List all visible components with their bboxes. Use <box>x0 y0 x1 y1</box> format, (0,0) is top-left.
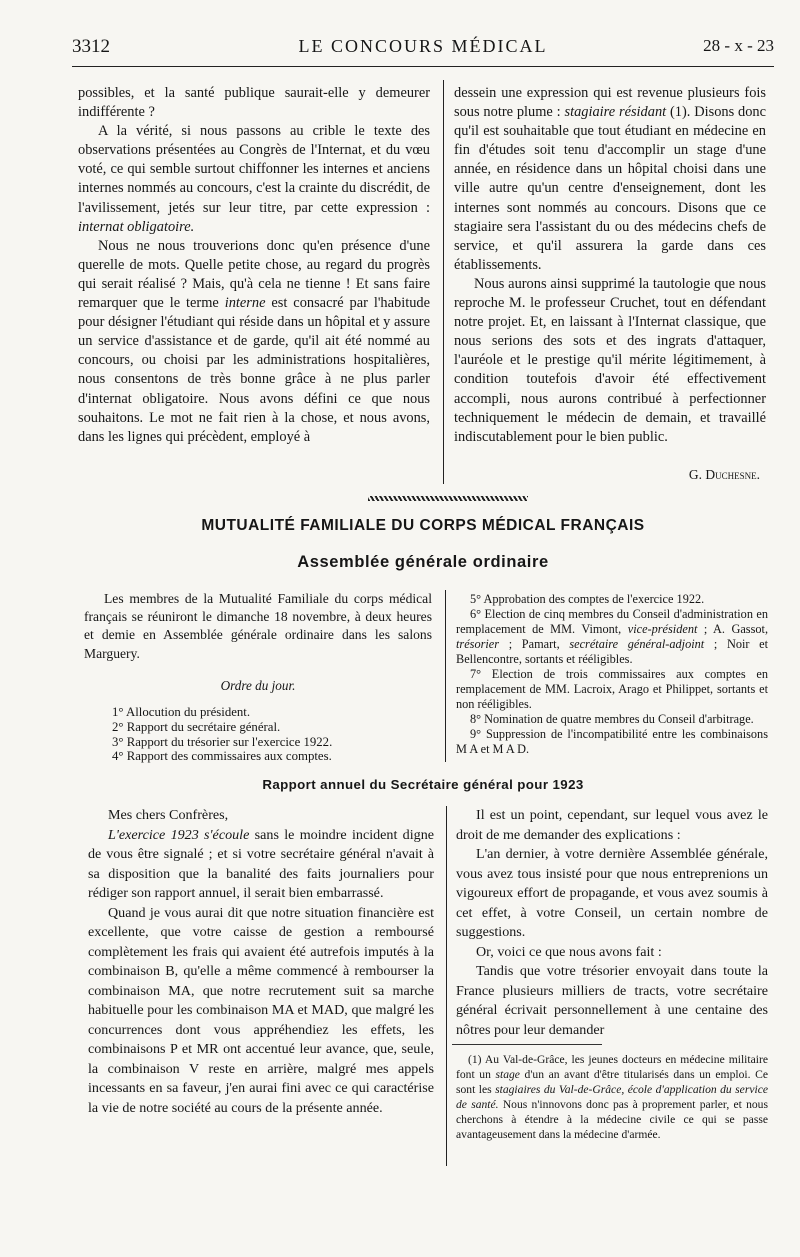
paragraph: possibles, et la santé publique saurait-elle y demeurer indifférente ? <box>78 85 430 121</box>
paragraph: Quand je vous aurai dit que notre situation financière est excellente, que votre caisse de gestion a remboursé complètement les frais qui avaient été autrefois imputés à la combinaison B, qu'elle a même commencé à rembourser la combinaison MA, que notre recrutement suit sa marche habituelle pour les combinaison MA et MAD, que malgré les concurrences dont vous appréhendiez les effets, les combinaisons P et MR ont accentué leur avance, que, seule, la combinaison V reste en arrière, malgré mes appels incessants en sa faveur, j'en aurai fini avec ce qui caractérise la vie de notre société au cours de la présente année. <box>88 904 434 1116</box>
section-subtitle: Assemblée générale ordinaire <box>297 553 549 571</box>
paragraph: Nous ne nous trouverions donc qu'en présence d'une querelle de mots. Quelle petite chose, au regard du progrès qui serait réalisé ? Mais, qu'à cela ne tienne ! Et sans faire remarquer que le terme interne est consacré par l'habitude pour désigner l'étudiant qui réside dans un hôpital et y assure un service d'assistance et de garde, qu'il ait été nommé au concours, ou choisi par les administrations hospitalières, nous consentons de très bonne grâce à ne plus parler d'internat obligatoire. Nous avons défini ce que nous souhaitons. Le mot ne fait rien à la chose, et nous avons, dans les lignes qui précèdent, employé à <box>78 237 430 445</box>
column-divider <box>446 806 447 1166</box>
agenda-item: 4° Rapport des commissaires aux comptes. <box>112 749 332 764</box>
author-signature: G. Duchesne. <box>688 466 760 482</box>
paragraph: A la vérité, si nous passons au crible le texte des observations présentées au Congrès de l'Internat, et du vœu voté, ce qui semble surtout chiffonner les internes et anciens internes nommés au concours, c'est la crainte du discrédit, de l'avilissement, jetés sur leur titre, par cette expression : internat obligatoire. <box>78 123 430 235</box>
page-number: 3312 <box>72 36 110 57</box>
agenda-list <box>84 705 432 764</box>
report-title: Rapport annuel du Secrétaire général pour 1923 <box>262 777 584 792</box>
agenda-heading: Ordre du jour. <box>220 677 296 693</box>
assembly-intro: Les membres de la Mutualité Familiale du corps médical français se réuniront le dimanche 18 novembre, à deux heures et demie en Assemblée générale ordinaire dans les salons Marguery. <box>84 591 432 661</box>
salutation: Mes chers Confrères, <box>108 807 229 823</box>
paragraph: dessein une expression qui est revenue plusieurs fois sous notre plume : stagiaire résidant (1). Disons donc qu'il est souhaitable que tout étudiant en médecine en fin d'études soit tenu d'accomplir un stage d'une année, en résidence dans un hôpital choisi dans une ville autre qu'un centre d'enseignement, dont les internes sont nommés au concours. Disons que ce stagiaire sera l'assistant du ou des médecins chefs de service, et qu'il assurera la garde dans ces établissements. <box>454 85 767 273</box>
paragraph: L'exercice 1923 s'écoule sans le moindre incident digne de vous être signalé ; et si votre secrétaire général n'avait à sa disposition que la banalité des faits journaliers pour rédiger son rapport annuel, il serait bien embarrassé. <box>88 826 434 901</box>
agenda-item: 3° Rapport du trésorier sur l'exercice 1922. <box>112 734 333 749</box>
agenda-item: 1° Allocution du président. <box>112 705 251 720</box>
header-rule <box>72 66 774 67</box>
page-header <box>72 30 774 60</box>
journal-title: LE CONCOURS MÉDICAL <box>298 36 548 56</box>
assembly-column-right <box>456 592 768 757</box>
report-column-left <box>88 806 434 1118</box>
paragraph: Il est un point, cependant, sur lequel vous avez le droit de me demander des explications : <box>456 807 768 843</box>
agenda-item: 9° Suppression de l'incompatibilité entre les combinaisons M A et M A D. <box>456 727 768 756</box>
agenda-item: 2° Rapport du secrétaire général. <box>112 719 281 734</box>
section-ornament <box>368 496 528 501</box>
paragraph: Nous aurons ainsi supprimé la tautologie que nous reproche M. le professeur Cruchet, tout en défendant notre projet. Et, en laissant à l'Internat classique, que nous serions des sots et des ingrats d'attaquer, l'auréole et le prestige qu'il mérite légitimement, à condition toutefois d'avoir été effectivement accompli, nous aurons contribué à perfectionner techniquement le médecin de demain, et travaillé indiscutablement pour le bien public. <box>454 275 766 445</box>
agenda-item: 7° Election de trois commissaires aux comptes en remplacement de MM. Lacroix, Arago et Philippet, sortants et non rééligibles. <box>456 667 768 711</box>
footnote-rule <box>452 1044 602 1045</box>
column-divider <box>443 80 444 484</box>
footnote-text: (1) Au Val-de-Grâce, les jeunes docteurs en médecine militaire font un stage d'un an avant d'être titularisés dans un emploi. Ce sont les stagiaires du Val-de-Grâce, école d'application du service de santé. Nous n'innovons donc pas à proprement parler, et nous cherchons à étendre à la médecine civile ce qui se passe avantageusement dans la médecine d'armée. <box>456 1053 768 1141</box>
paragraph: Or, voici ce que nous avons fait : <box>476 943 662 960</box>
article-column-left <box>78 84 430 447</box>
section-title: MUTUALITÉ FAMILIALE DU CORPS MÉDICAL FRANÇAIS <box>201 517 645 534</box>
article-column-right <box>454 84 766 484</box>
assembly-column-left <box>84 590 432 764</box>
agenda-item: 5° Approbation des comptes de l'exercice 1922. <box>470 592 705 606</box>
report-column-right <box>456 806 768 1040</box>
paragraph: Tandis que votre trésorier envoyait dans toute la France plusieurs milliers de tracts, votre secrétaire général écrivait personnellement à une centaine des nôtres pour leur demander <box>456 963 768 1038</box>
paragraph: L'an dernier, à votre dernière Assemblée générale, vous avez tous insisté pour que nous entreprenions un vigoureux effort de propagande, et vous avez soumis à cet effet, à votre Conseil, un certain nombre de suggestions. <box>456 846 768 940</box>
agenda-item: 8° Nomination de quatre membres du Conseil d'arbitrage. <box>470 712 754 726</box>
footnote <box>456 1052 768 1142</box>
column-divider <box>445 590 446 762</box>
issue-date: 28 - x - 23 <box>703 36 774 55</box>
agenda-item: 6° Election de cinq membres du Conseil d'administration en remplacement de MM. Vimont, vice-président ; A. Gassot, trésorier ; Pamart, secrétaire général-adjoint ; Noir et Bellencontre, sortants et rééligibles. <box>456 607 769 666</box>
